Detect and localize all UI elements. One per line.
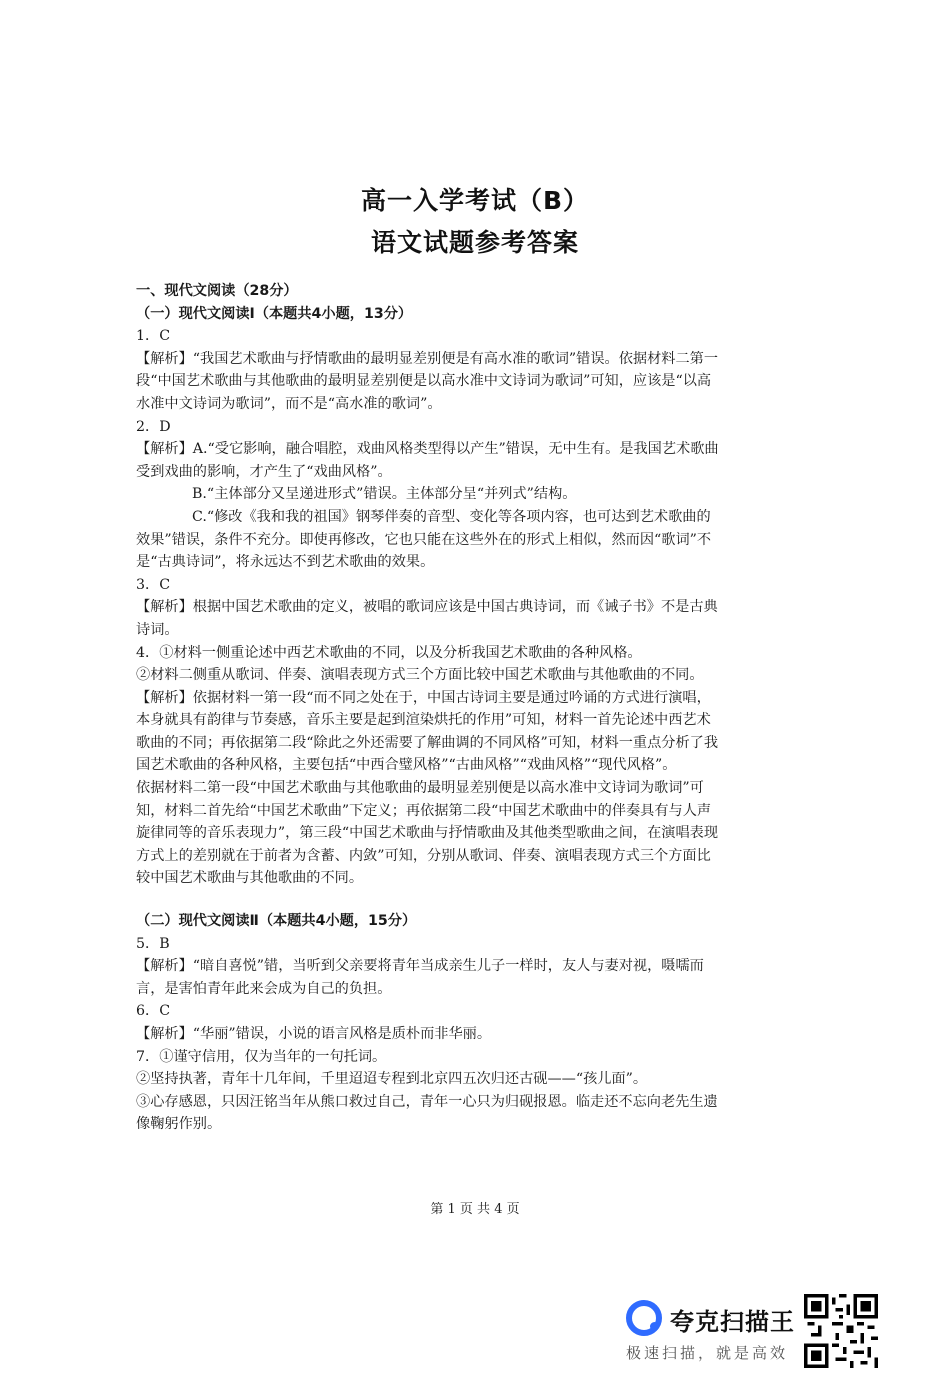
explanation: 【解析】“华丽”错误，小说的语言风格是质朴而非华丽。 <box>136 1026 492 1042</box>
answer-item: 2．D <box>136 418 171 435</box>
answer-item: 1．C <box>136 328 171 345</box>
explanation: 【解析】“我国艺术歌曲与抒情歌曲的最明显差别便是有高水准的歌词”错误。依据材料二第一段“中国艺术歌曲与其他歌曲的最明显差别便是以高水准中文诗词为歌词”可知，应该是“以高水准中文诗词为歌词”，而不是“高水准的歌词”。 <box>136 350 719 412</box>
answer-content <box>136 280 720 1136</box>
answer-item: ②坚持执著，青年十几年间，千里迢迢专程到北京四五次归还古砚——“孩儿面”。 <box>136 1071 648 1088</box>
document-title: 高一入学考试（B） <box>360 186 590 215</box>
scanner-tagline: 极速扫描，就是高效 <box>626 1344 789 1362</box>
explanation: 【解析】“暗自喜悦”错，当听到父亲要将青年当成亲生儿子一样时，友人与妻对视，嗫嚅而言，是害怕青年此来会成为自己的负担。 <box>136 958 704 997</box>
subsection-heading: （一）现代文阅读Ⅰ（本题共4小题，13分） <box>136 305 413 322</box>
document-subtitle: 语文试题参考答案 <box>370 228 579 257</box>
explanation-option-b: B.“主体部分又呈递进形式”错误。主体部分呈“并列式”结构。 <box>192 486 577 503</box>
explanation: 【解析】A.“受它影响，融合唱腔，戏曲风格类型得以产生”错误，无中生有。是我国艺术歌曲受到戏曲的影响，才产生了“戏曲风格”。 <box>136 441 719 480</box>
answer-item: ②材料二侧重从歌词、伴奏、演唱表现方式三个方面比较中国艺术歌曲与其他歌曲的不同。 <box>136 667 704 684</box>
answer-item: 3．C <box>136 576 171 593</box>
answer-item: 5．B <box>136 935 170 952</box>
scanner-watermark <box>620 1296 798 1368</box>
scanner-logo-icon <box>626 1300 662 1336</box>
explanation: 【解析】依据材料一第一段“而不同之处在于，中国古诗词主要是通过吟诵的方式进行演唱，本身就具有韵律与节奏感，音乐主要是起到渲染烘托的作用”可知，材料一首先论述中西艺术歌曲的不同；再依据第二段“除此之外还需要了解曲调的不同风格”可知，材料一重点分析了我国艺术歌曲的各种风格，主要包括“中西合璧风格”“古曲风格”“戏曲风格”“现代风格”。 <box>136 689 719 774</box>
explanation: 依据材料二第一段“中国艺术歌曲与其他歌曲的最明显差别便是以高水准中文诗词为歌词”可知，材料二首先给“中国艺术歌曲”下定义；再依据第二段“中国艺术歌曲中的伴奏具有与人声旋律同等的音乐表现力”，第三段“中国艺术歌曲与抒情歌曲及其他类型歌曲之间，在演唱表现方式上的差别就在于前者为含蓄、内敛”可知，分别从歌词、伴奏、演唱表现方式三个方面比较中国艺术歌曲与其他歌曲的不同。 <box>136 780 719 887</box>
scanner-logo-dot <box>650 1322 659 1331</box>
explanation-option-c: C.“修改《我和我的祖国》钢琴伴奏的音型、变化等各项内容，也可达到艺术歌曲的效果”错误，条件不充分。即使再修改，它也只能在这些外在的形式上相似，然而因“歌词”不是“古典诗词”，将永远达不到艺术歌曲的效果。 <box>136 508 712 571</box>
section-heading: 一、现代文阅读（28分） <box>136 283 298 299</box>
answer-item: ③心存感恩，只因汪铭当年从熊口救过自己，青年一心只为归砚报恩。临走还不忘向老先生遗像鞠躬作别。 <box>136 1093 718 1133</box>
scanner-brand-name: 夸克扫描王 <box>670 1308 795 1336</box>
subsection-heading: （二）现代文阅读Ⅱ（本题共4小题，15分） <box>136 913 417 930</box>
answer-item: 6．C <box>136 1003 171 1020</box>
page-number: 第 1 页 共 4 页 <box>430 1202 520 1217</box>
answer-item: 7．①谨守信用，仅为当年的一句托词。 <box>136 1048 387 1065</box>
explanation: 【解析】根据中国艺术歌曲的定义，被唱的歌词应该是中国古典诗词，而《诫子书》不是古典诗词。 <box>136 599 718 638</box>
answer-item: 4．①材料一侧重论述中西艺术歌曲的不同，以及分析我国艺术歌曲的各种风格。 <box>136 644 642 661</box>
qr-code-icon <box>804 1294 878 1368</box>
